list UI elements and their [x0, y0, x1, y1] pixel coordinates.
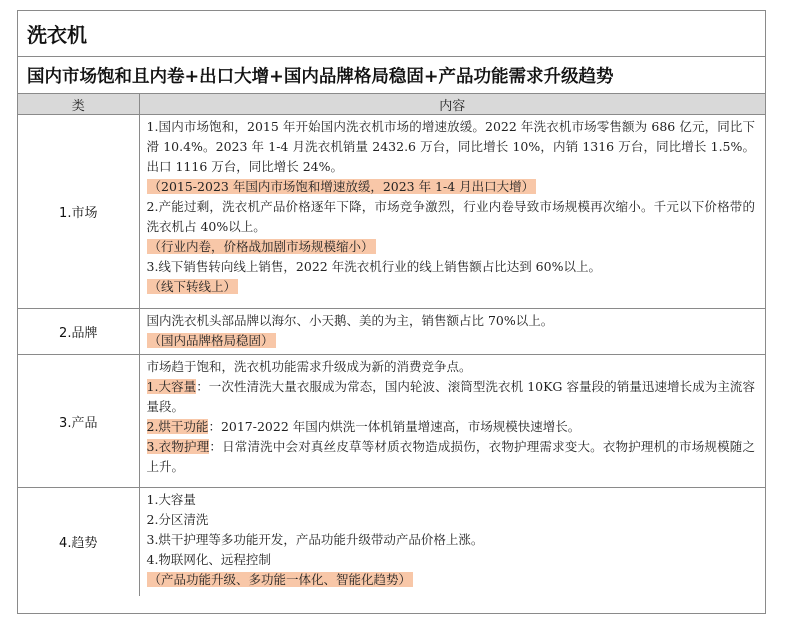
row-category: 1.市场 — [18, 115, 139, 309]
content-line: 1.大容量：一次性清洗大量衣服成为常态，国内轮波、滚筒型洗衣机 10KG 容量段的销量迅速增长成为主流容量段。 — [146, 379, 755, 414]
content-line: 4.物联网化、远程控制 — [146, 552, 271, 567]
row-category: 2.品牌 — [18, 309, 139, 355]
content-line: 3.线下销售转向线上销售，2022 年洗衣机行业的线上销售额占比达到 60%以上。 — [146, 259, 601, 274]
content-line: 1.国内市场饱和，2015 年开始国内洗衣机市场的增速放缓。2022 年洗衣机市场零售额为 686 亿元，同比下滑 10.4%。2023 年 1-4 月洗衣机销量 2432.6 万台，同比增长 10%，内销 1316 万台，同比增长 1.5%。出口 1116 万台，同比增长 24%。 — [146, 119, 755, 174]
content-line: 市场趋于饱和，洗衣机功能需求升级成为新的消费竞争点。 — [146, 359, 472, 374]
row-content — [139, 355, 765, 488]
row-content — [139, 309, 765, 355]
table-row — [18, 115, 765, 309]
feature-label: 2.烘干功能 — [146, 419, 209, 434]
content-line: 2.分区清洗 — [146, 512, 209, 527]
content-line: 2.产能过剩，洗衣机产品价格逐年下降，市场竞争激烈，行业内卷导致市场规模再次缩小。千元以下价格带的洗衣机占 40%以上。 — [146, 199, 755, 234]
summary-highlight: （行业内卷，价格战加剧市场规模缩小） — [148, 239, 374, 254]
feature-label: 1.大容量 — [146, 379, 197, 394]
summary-highlight: （线下转线上） — [148, 279, 237, 294]
table-row — [18, 488, 765, 596]
table-row — [18, 355, 765, 488]
table-row — [18, 309, 765, 355]
content-line: 3.衣物护理：日常清洗中会对真丝皮草等材质衣物造成损伤，衣物护理需求变大。衣物护理机的市场规模随之上升。 — [146, 439, 755, 474]
row-category: 3.产品 — [18, 355, 139, 488]
row-content — [139, 488, 765, 596]
summary-highlight: （产品功能升级、多功能一体化、智能化趋势） — [148, 572, 412, 587]
content-line: 国内洗衣机头部品牌以海尔、小天鹅、美的为主，销售额占比 70%以上。 — [146, 313, 554, 328]
header-category: 类 — [18, 94, 139, 115]
document-frame — [17, 10, 766, 614]
table-header-row — [18, 94, 765, 115]
content-line: 1.大容量 — [146, 492, 196, 507]
content-line: 2.烘干功能：2017-2022 年国内烘洗一体机销量增速高，市场规模快速增长。 — [146, 419, 581, 434]
row-category: 4.趋势 — [18, 488, 139, 596]
page-subtitle: 国内市场饱和且内卷+出口大增+国内品牌格局稳固+产品功能需求升级趋势 — [18, 57, 765, 94]
page-title: 洗衣机 — [18, 11, 765, 57]
summary-highlight: （国内品牌格局稳固） — [148, 333, 274, 348]
header-content: 内容 — [139, 94, 765, 115]
content-line: 3.烘干护理等多功能开发，产品功能升级带动产品价格上涨。 — [146, 532, 484, 547]
summary-highlight: （2015-2023 年国内市场饱和增速放缓，2023 年 1-4 月出口大增） — [148, 179, 535, 194]
content-table — [18, 94, 765, 596]
feature-label: 3.衣物护理 — [146, 439, 210, 454]
row-content — [139, 115, 765, 309]
